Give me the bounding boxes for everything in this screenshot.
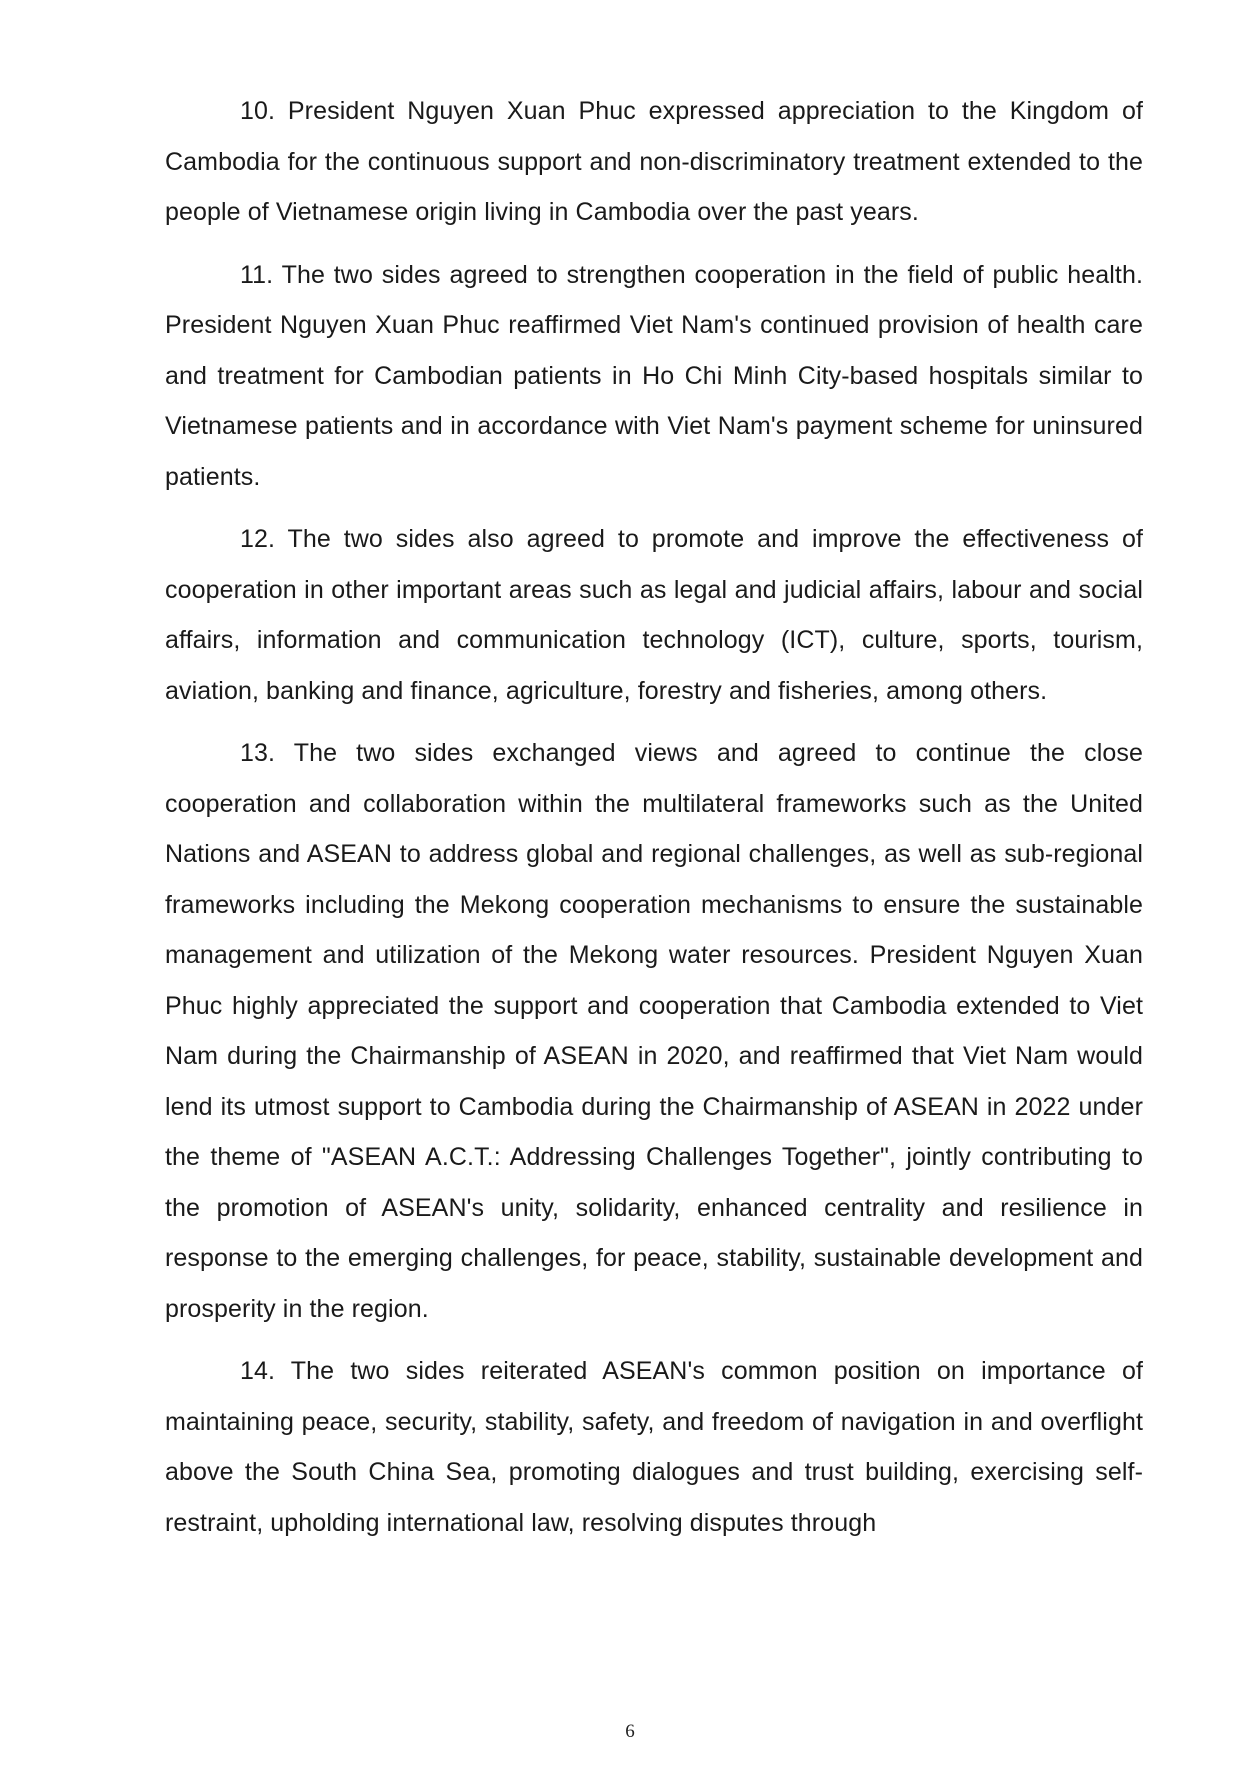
paragraph-text: The two sides also agreed to promote and improve the effectiveness of cooperation in other important areas such as legal and judicial affairs, labour and social affairs, information and communication technology (ICT), culture, sports, tourism, aviation, banking and finance, agriculture, forestry and fisheries, among others. [165, 525, 1143, 705]
paragraph-number: 13. [240, 739, 276, 767]
paragraph-text: The two sides exchanged views and agreed to continue the close cooperation and collaboration within the multilateral frameworks such as the United Nations and ASEAN to address global and regional challenges, as well as sub-regional frameworks including the Mekong cooperation mechanisms to ensure the sustainable management and utilization of the Mekong water resources. President Nguyen Xuan Phuc highly appreciated the support and cooperation that Cambodia extended to Viet Nam during the Chairmanship of ASEAN in 2020, and reaffirmed that Viet Nam would lend its utmost support to Cambodia during the Chairmanship of ASEAN in 2022 under the theme of "ASEAN A.C.T.: Addressing Challenges Together", jointly contributing to the promotion of ASEAN's unity, solidarity, enhanced centrality and resilience in response to the emerging challenges, for peace, stability, sustainable development and prosperity in the region. [165, 739, 1143, 1323]
paragraph-text: The two sides reiterated ASEAN's common position on importance of maintaining peace, security, stability, safety, and freedom of navigation in and overflight above the South China Sea, promoting dialogues and trust building, exercising self-restraint, upholding international law, resolving disputes through [165, 1357, 1143, 1537]
paragraph-12 [165, 514, 1143, 716]
paragraph-text: The two sides agreed to strengthen cooperation in the field of public health. President Nguyen Xuan Phuc reaffirmed Viet Nam's continued provision of health care and treatment for Cambodian patients in Ho Chi Minh City-based hospitals similar to Vietnamese patients and in accordance with Viet Nam's payment scheme for uninsured patients. [165, 260, 1143, 491]
paragraph-10 [165, 86, 1143, 238]
page-number: 6 [625, 1721, 635, 1742]
paragraph-14 [165, 1346, 1143, 1548]
document-body [165, 86, 1143, 1560]
paragraph-number: 14. [240, 1357, 276, 1385]
paragraph-11 [165, 250, 1143, 503]
paragraph-text: President Nguyen Xuan Phuc expressed appreciation to the Kingdom of Cambodia for the continuous support and non-discriminatory treatment extended to the people of Vietnamese origin living in Cambodia over the past years. [165, 97, 1143, 226]
paragraph-13 [165, 728, 1143, 1334]
paragraph-number: 12. [240, 525, 276, 553]
paragraph-number: 11. [240, 260, 274, 289]
paragraph-number: 10. [240, 97, 276, 125]
